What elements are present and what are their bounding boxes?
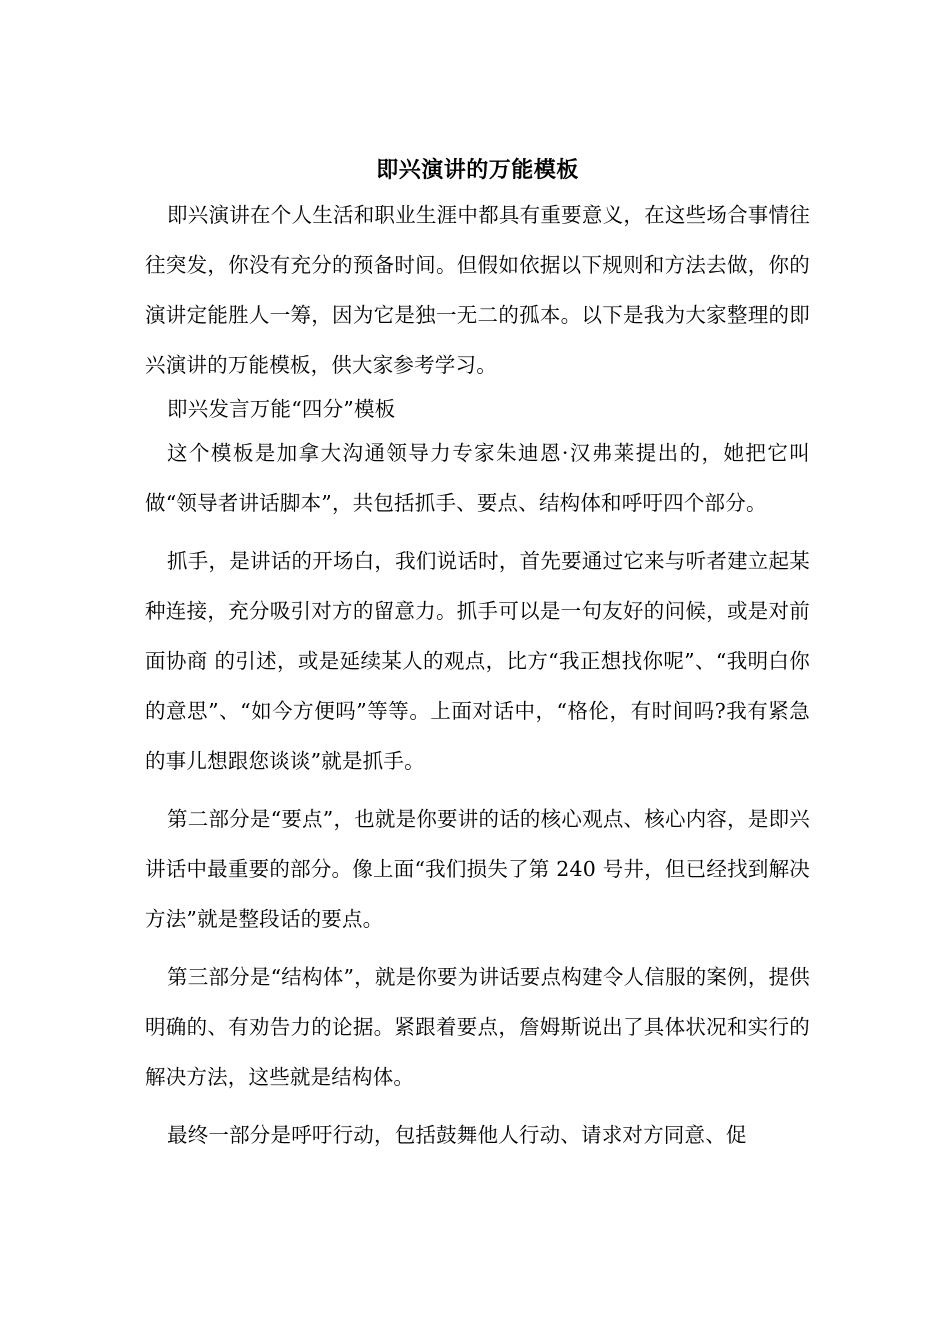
paragraph-call-to-action: 最终一部分是呼吁行动，包括鼓舞他人行动、请求对方同意、促	[167, 1123, 747, 1147]
paragraph-template-origin: 这个模板是加拿大沟通领导力专家朱迪恩·汉弗莱提出的，她把它叫做“领导者讲话脚本”，共包括抓手、要点、结构体和呼吁四个部分。	[145, 441, 810, 515]
paragraph-hook: 抓手，是讲话的开场白，我们说话时，首先要通过它来与听者建立起某种连接，充分吸引对方的留意力。抓手可以是一句友好的问候，或是对前面协商 的引述，或是延续某人的观点，比方“我正想找你呢”、“我明白你的意思”、“如今方便吗”等等。上面对话中，“格伦，有时间吗?我有紧急的事儿想跟您谈谈”就是抓手。	[145, 549, 810, 773]
paragraph-key-point: 第二部分是“要点”，也就是你要讲的话的核心观点、核心内容，是即兴讲话中最重要的部分。像上面“我们损失了第 240 号井，但已经找到解决方法”就是整段话的要点。	[145, 807, 810, 931]
document-body	[145, 150, 810, 1160]
paragraph-intro: 即兴演讲在个人生活和职业生涯中都具有重要意义，在这些场合事情往往突发，你没有充分的预备时间。但假如依据以下规则和方法去做，你的演讲定能胜人一筹，因为它是独一无二的孤本。以下是我为大家整理的即兴演讲的万能模板，供大家参考学习。	[145, 203, 810, 377]
document-title: 即兴演讲的万能模板	[376, 157, 579, 183]
section-heading-four-part-template: 即兴发言万能“四分”模板	[167, 397, 396, 421]
paragraph-structure: 第三部分是“结构体”，就是你要为讲话要点构建令人信服的案例，提供明确的、有劝告力的论据。紧跟着要点，詹姆斯说出了具体状况和实行的解决方法，这些就是结构体。	[145, 965, 810, 1089]
